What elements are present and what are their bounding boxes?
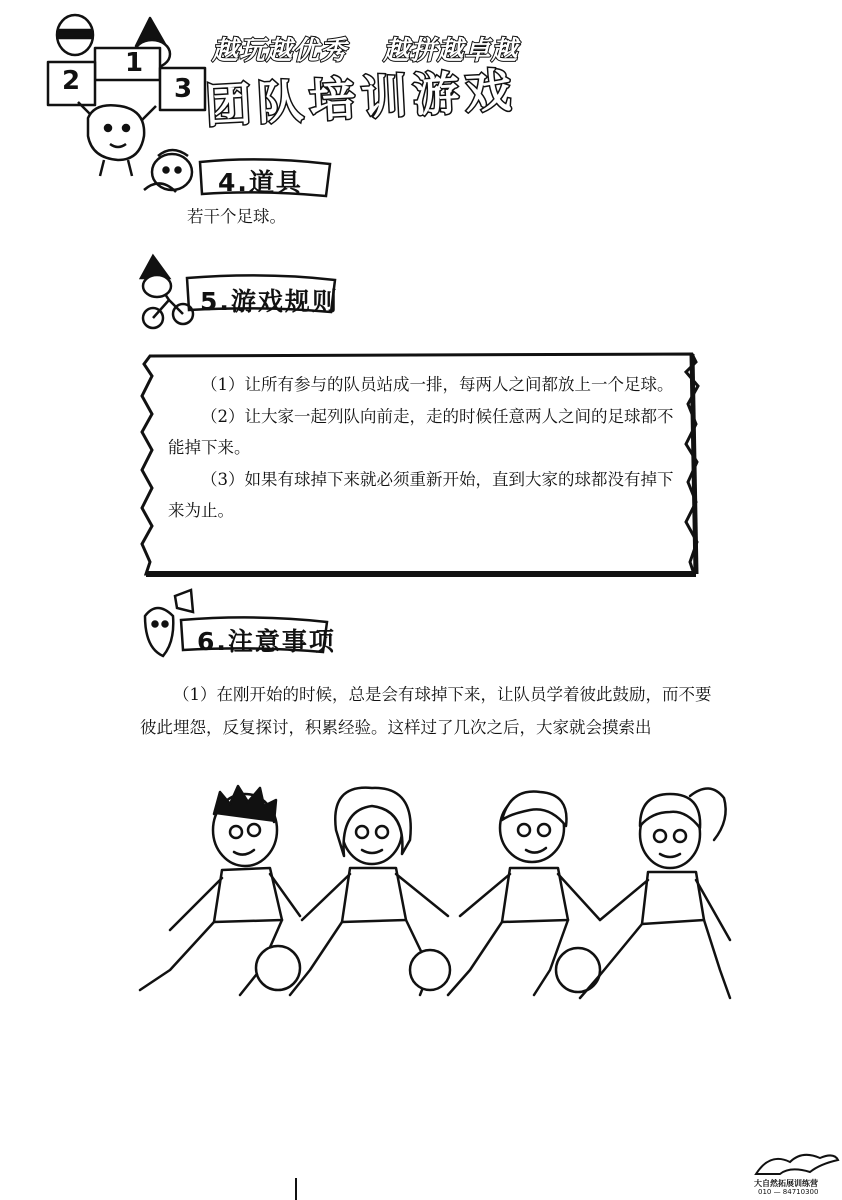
section-props-text: 若干个足球。 <box>187 207 286 226</box>
rules-item: （2）让大家一起列队向前走，走的时候任意两人之间的足球都不能掉下来。 <box>168 406 674 457</box>
section-rules-heading: 5.游戏规则 <box>200 287 339 316</box>
page-title: 团队培训游戏 <box>203 62 519 134</box>
slogan-left: 越玩越优秀 <box>212 36 348 66</box>
logo-line1: 大自然拓展训练营 <box>754 1179 818 1188</box>
kids-with-footballs-illustration <box>130 770 750 1019</box>
footer-logo <box>750 1148 840 1198</box>
rules-item: （1）让所有参与的队员站成一排，每两人之间都放上一个足球。 <box>201 375 674 394</box>
logo-line2: 010 — 84710300 <box>758 1188 819 1196</box>
section-notes-text: （1）在刚开始的时候，总是会有球掉下来，让队员学着彼此鼓励，而不要彼此埋怨，反复探讨，积累经验。这样过了几次之后，大家就会摸索出 <box>140 685 712 737</box>
slogan-right: 越拼越卓越 <box>383 36 519 66</box>
podium-number-1: 1 <box>125 48 144 78</box>
logo-brush-icon <box>750 1148 840 1178</box>
rules-item: （3）如果有球掉下来就必须重新开始，直到大家的球都没有掉下来为止。 <box>168 469 674 520</box>
section-props-heading: 4.道具 <box>218 168 303 197</box>
podium-number-2: 2 <box>62 66 81 96</box>
rules-list <box>168 369 678 527</box>
podium-number-3: 3 <box>174 74 193 104</box>
section-notes-heading: 6.注意事项 <box>197 627 336 656</box>
page-divider-mark <box>295 1178 297 1200</box>
